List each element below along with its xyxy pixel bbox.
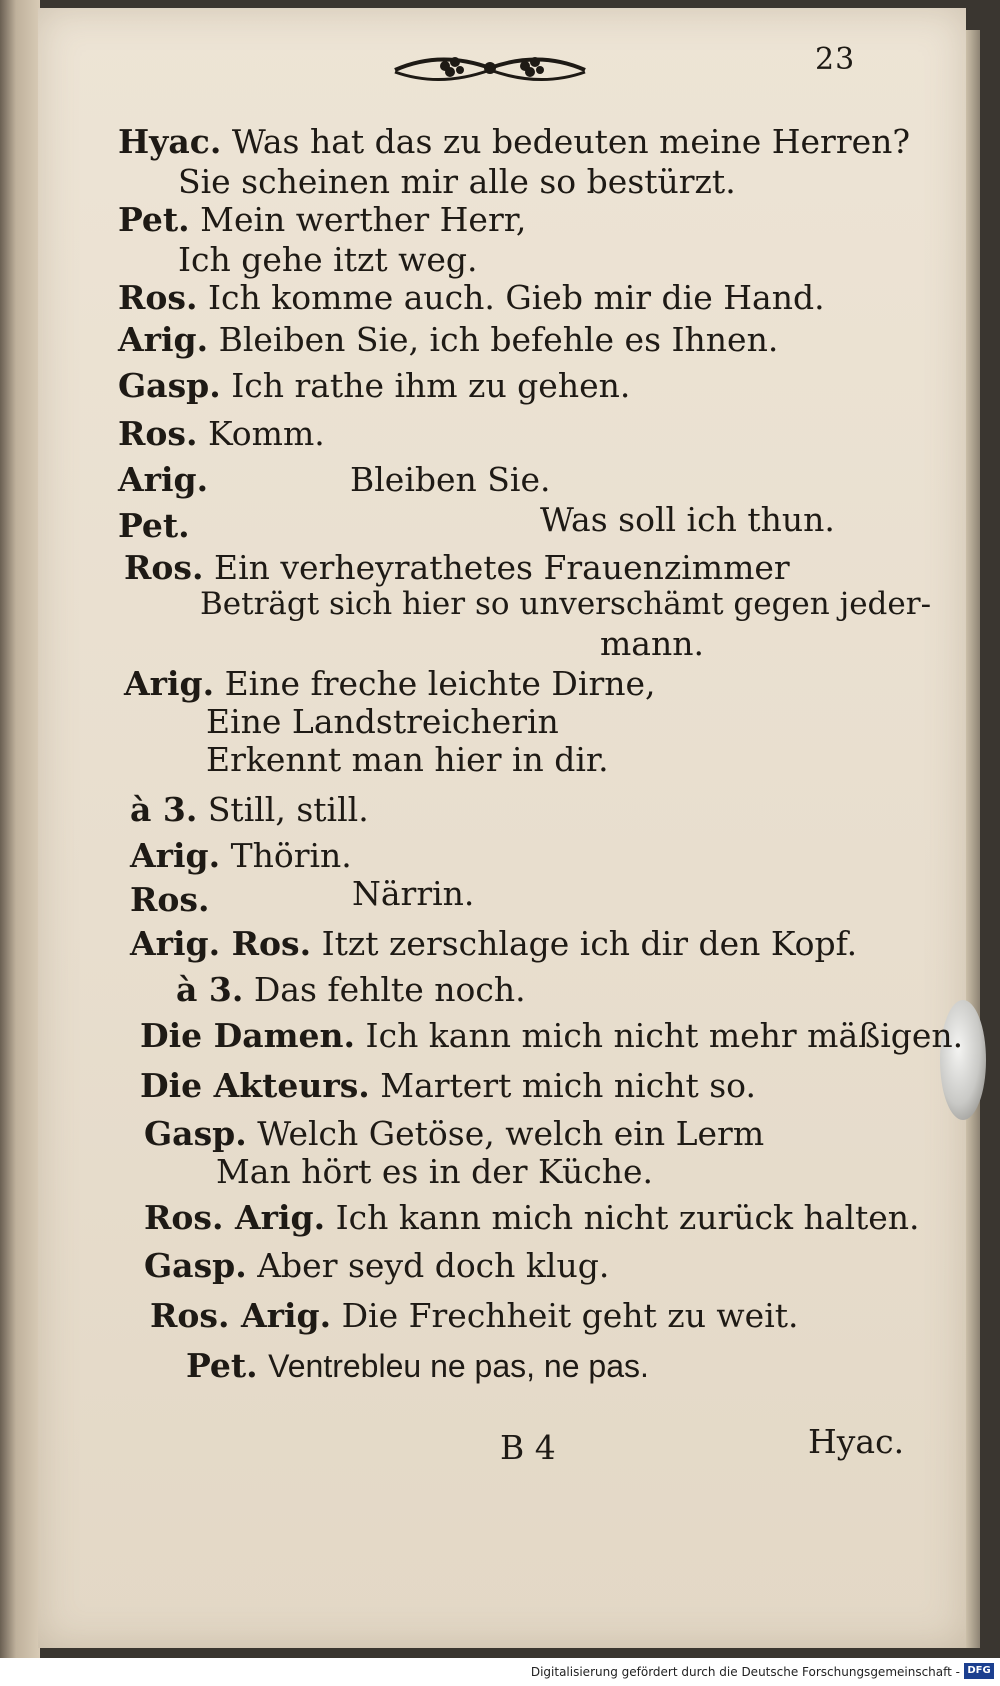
signature-mark: B 4 xyxy=(500,1428,556,1467)
line-text: Martert mich nicht so. xyxy=(380,1066,756,1105)
line-1 xyxy=(118,122,910,161)
speaker: Pet. xyxy=(118,200,190,239)
line-9-text xyxy=(350,460,550,499)
line-text: Thörin. xyxy=(230,836,352,875)
line-20 xyxy=(130,924,857,963)
speaker: Gasp. xyxy=(144,1114,247,1153)
speaker: Arig. xyxy=(118,460,209,499)
line-text: Ich rathe ihm zu gehen. xyxy=(231,366,631,405)
line-text: Bleiben Sie, ich befehle es Ihnen. xyxy=(218,320,779,359)
line-text: mann. xyxy=(600,624,704,663)
line-25 xyxy=(216,1152,653,1191)
line-text: Beträgt sich hier so unverschämt gegen jeder- xyxy=(200,586,932,622)
line-22 xyxy=(140,1016,963,1055)
line-text: Ich kann mich nicht zurück halten. xyxy=(335,1198,920,1237)
line-21 xyxy=(176,970,526,1009)
line-4 xyxy=(178,240,478,279)
line-26 xyxy=(144,1198,920,1237)
line-text: Still, still. xyxy=(207,790,369,829)
line-3 xyxy=(118,200,526,239)
speaker: Ros. xyxy=(118,414,198,453)
speaker: Die Akteurs. xyxy=(140,1066,370,1105)
speaker: Die Damen. xyxy=(140,1016,356,1055)
speaker: Ros. xyxy=(130,880,210,919)
speaker: Pet. xyxy=(186,1346,258,1385)
footer-credit: Digitalisierung gefördert durch die Deutsche Forschungsgemeinschaft - xyxy=(530,1665,960,1679)
line-12 xyxy=(200,586,931,622)
line-6 xyxy=(118,320,778,359)
line-text: Aber seyd doch klug. xyxy=(257,1246,610,1285)
line-text: Ventrebleu ne pas, ne pas. xyxy=(268,1348,649,1384)
line-10 xyxy=(118,506,190,545)
line-15 xyxy=(206,702,559,741)
speaker: Arig. xyxy=(130,836,221,875)
line-29 xyxy=(186,1346,649,1385)
line-23 xyxy=(140,1066,756,1105)
speaker: Arig. xyxy=(118,320,209,359)
line-19 xyxy=(130,880,210,919)
catchword: Hyac. xyxy=(808,1422,905,1461)
speaker: Ros. xyxy=(124,548,204,587)
line-text: Man hört es in der Küche. xyxy=(216,1152,653,1191)
line-text: Die Frechheit geht zu weit. xyxy=(341,1296,799,1335)
line-8 xyxy=(118,414,325,453)
line-24 xyxy=(144,1114,764,1153)
speaker: à 3. xyxy=(130,790,198,829)
line-text: Komm. xyxy=(208,414,325,453)
dfg-logo: DFG xyxy=(964,1663,994,1679)
line-16 xyxy=(206,740,609,779)
speaker: Arig. Ros. xyxy=(130,924,312,963)
speaker: Gasp. xyxy=(118,366,221,405)
line-text: Welch Getöse, welch ein Lerm xyxy=(257,1114,765,1153)
speaker: Pet. xyxy=(118,506,190,545)
line-text: Ich kann mich nicht mehr mäßigen. xyxy=(365,1016,964,1055)
line-text: Sie scheinen mir alle so bestürzt. xyxy=(178,162,736,201)
line-11 xyxy=(124,548,790,587)
line-text: Ich komme auch. Gieb mir die Hand. xyxy=(208,278,825,317)
line-text: Mein werther Herr, xyxy=(200,200,527,239)
footer-bar xyxy=(0,1658,1000,1686)
speaker: Hyac. xyxy=(118,122,222,161)
line-18 xyxy=(130,836,352,875)
line-9 xyxy=(118,460,208,499)
line-10-text xyxy=(540,500,835,539)
line-28 xyxy=(150,1296,799,1335)
line-text: Das fehlte noch. xyxy=(253,970,526,1009)
page-stack-edge xyxy=(966,30,980,1648)
line-text: Was soll ich thun. xyxy=(540,500,835,539)
line-19-text xyxy=(352,874,474,913)
line-17 xyxy=(130,790,369,829)
line-27 xyxy=(144,1246,609,1285)
line-13 xyxy=(600,624,704,663)
line-2 xyxy=(178,162,736,201)
speaker: à 3. xyxy=(176,970,244,1009)
speaker: Gasp. xyxy=(144,1246,247,1285)
line-text: Ein verheyrathetes Frauenzimmer xyxy=(214,548,790,587)
line-text: Eine freche leichte Dirne, xyxy=(224,664,656,703)
speaker: Ros. Arig. xyxy=(144,1198,326,1237)
speaker: Ros. Arig. xyxy=(150,1296,332,1335)
line-5 xyxy=(118,278,825,317)
line-text: Itzt zerschlage ich dir den Kopf. xyxy=(321,924,858,963)
line-text: Ich gehe itzt weg. xyxy=(178,240,478,279)
page-number: 23 xyxy=(815,42,856,77)
line-14 xyxy=(124,664,656,703)
line-text: Was hat das zu bedeuten meine Herren? xyxy=(231,122,911,161)
speaker: Ros. xyxy=(118,278,198,317)
line-7 xyxy=(118,366,630,405)
ornament-vignette xyxy=(390,40,590,90)
line-text: Närrin. xyxy=(352,874,475,913)
speaker: Arig. xyxy=(124,664,215,703)
facing-page-edge xyxy=(0,0,40,1658)
line-text: Bleiben Sie. xyxy=(350,460,551,499)
line-text: Erkennt man hier in dir. xyxy=(206,740,609,779)
line-text: Eine Landstreicherin xyxy=(206,702,559,741)
